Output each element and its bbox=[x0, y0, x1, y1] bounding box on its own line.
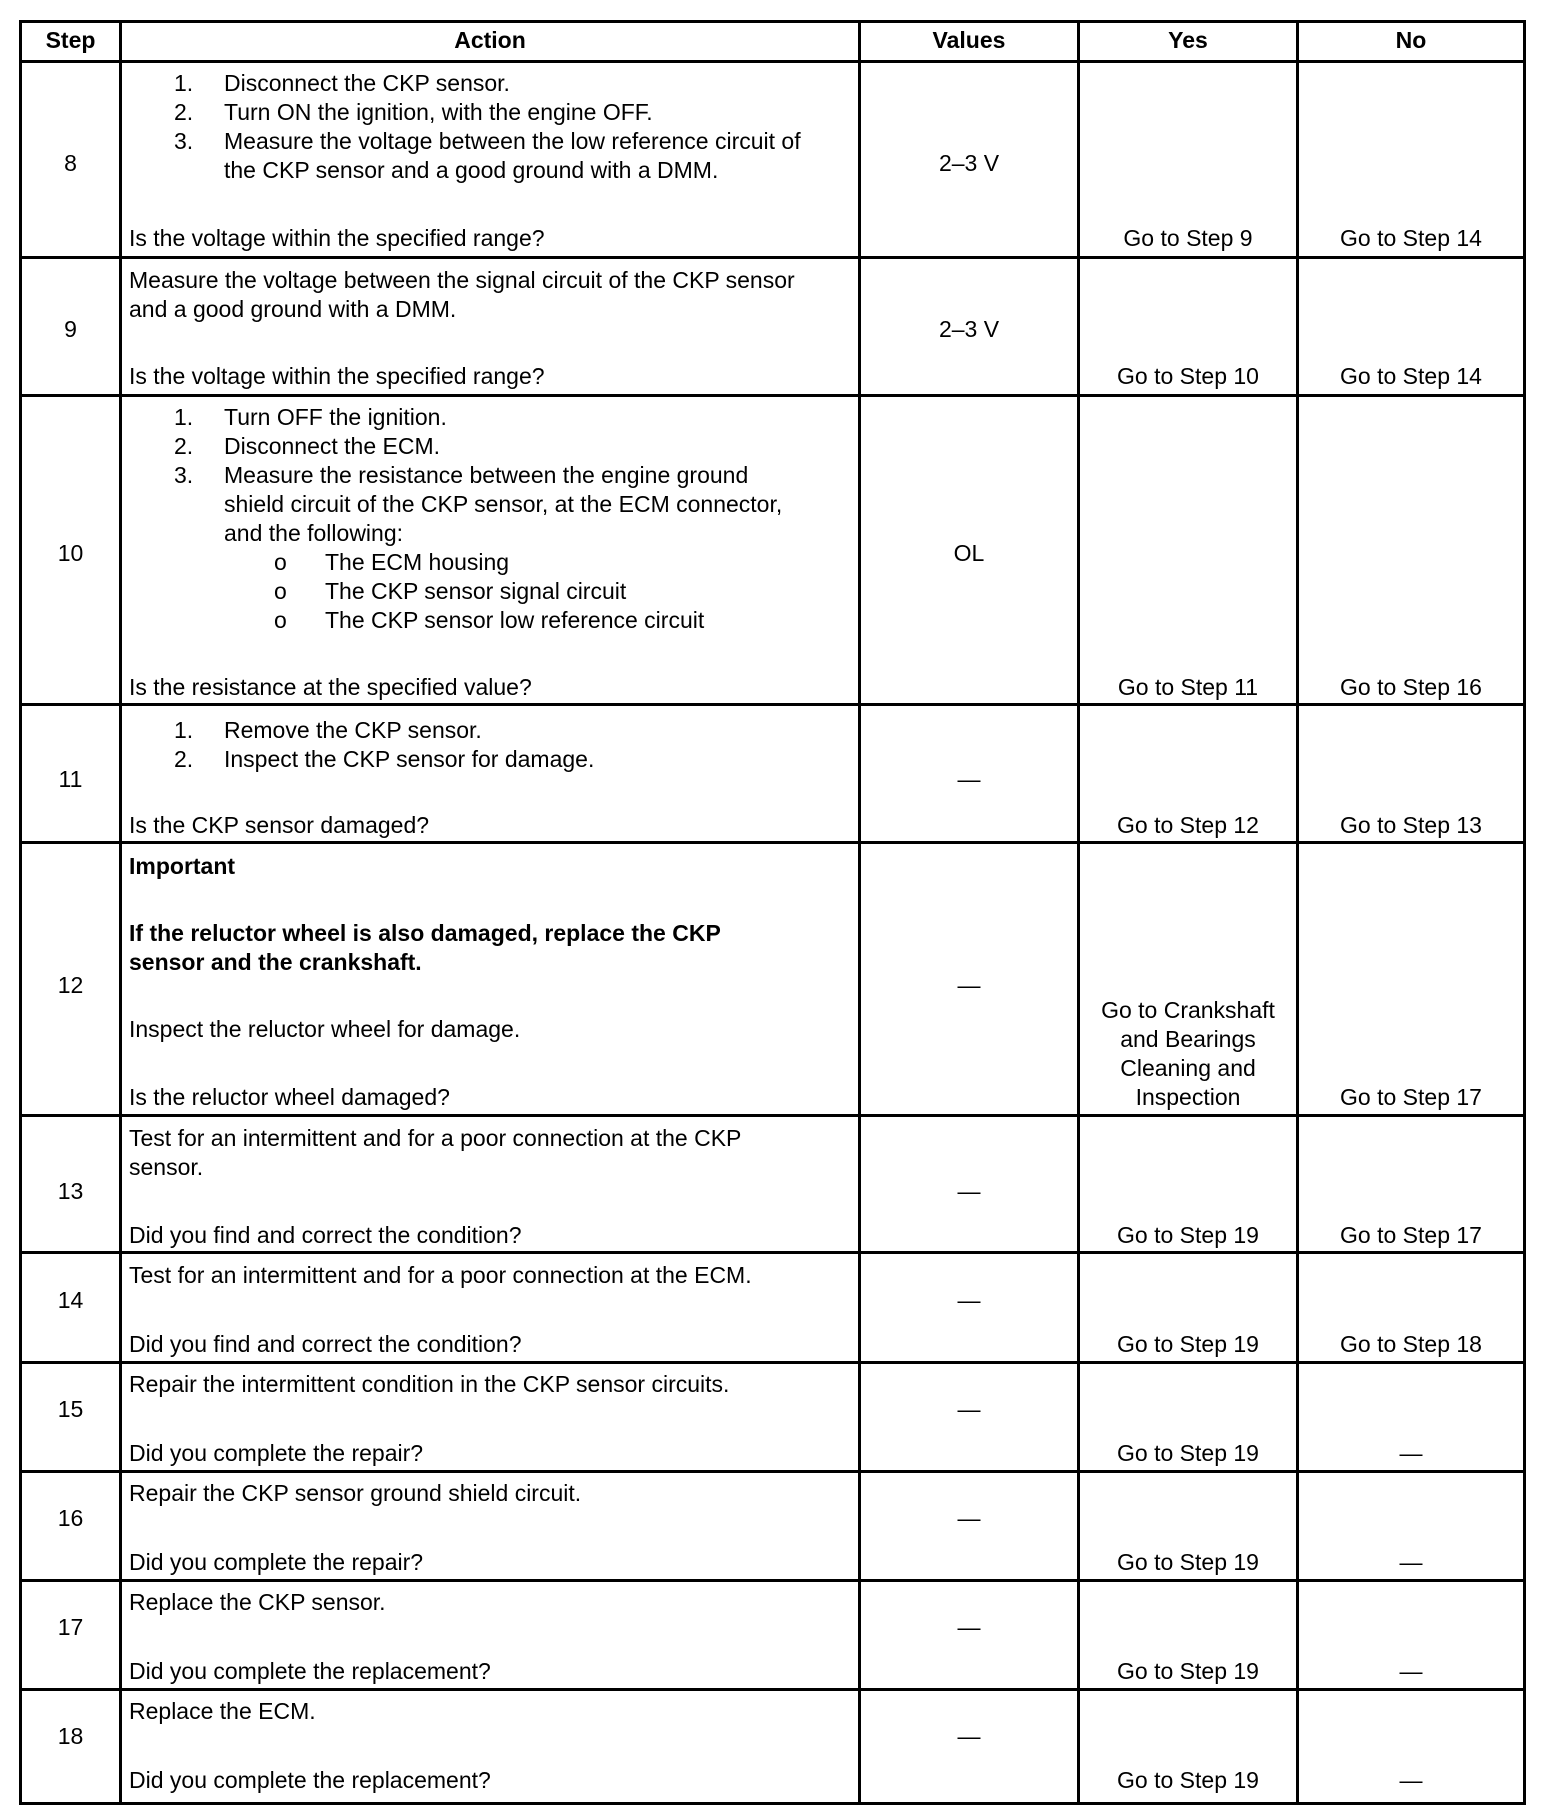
column-divider bbox=[119, 23, 122, 1802]
yes-cell: Go to Step 12 bbox=[1117, 812, 1259, 838]
important-note: If the reluctor wheel is also damaged, replace the CKP bbox=[129, 920, 721, 946]
yes-cell: Go to Step 9 bbox=[1123, 225, 1253, 251]
action-text: sensor. bbox=[129, 1154, 204, 1180]
yes-cell: Go to Step 19 bbox=[1117, 1658, 1259, 1684]
yes-cell: Go to Crankshaft bbox=[1101, 997, 1275, 1023]
question-text: Did you find and correct the condition? bbox=[129, 1222, 522, 1248]
header-action: Action bbox=[454, 27, 526, 53]
action-text: the CKP sensor and a good ground with a DMM. bbox=[224, 157, 719, 183]
important-title: Important bbox=[129, 853, 236, 879]
action-text: shield circuit of the CKP sensor, at the ECM connector, bbox=[224, 491, 783, 517]
step-number: 17 bbox=[57, 1614, 84, 1640]
row-divider bbox=[22, 394, 1523, 397]
action-text: Turn OFF the ignition. bbox=[224, 404, 447, 430]
value-cell: — bbox=[957, 766, 981, 792]
header-no: No bbox=[1395, 27, 1427, 53]
step-number: 15 bbox=[57, 1396, 84, 1422]
question-text: Did you complete the replacement? bbox=[129, 1658, 491, 1684]
value-cell: — bbox=[957, 1505, 981, 1531]
sub-item: The CKP sensor signal circuit bbox=[325, 578, 627, 604]
action-text: Replace the ECM. bbox=[129, 1698, 316, 1724]
step-number: 13 bbox=[57, 1178, 84, 1204]
yes-cell: Cleaning and bbox=[1120, 1055, 1256, 1081]
no-cell: Go to Step 13 bbox=[1340, 812, 1482, 838]
action-text: Inspect the CKP sensor for damage. bbox=[224, 746, 595, 772]
value-cell: — bbox=[957, 1396, 981, 1422]
yes-cell: Inspection bbox=[1135, 1084, 1241, 1110]
action-text: Test for an intermittent and for a poor connection at the CKP bbox=[129, 1125, 742, 1151]
no-cell: Go to Step 18 bbox=[1340, 1331, 1482, 1357]
value-cell: — bbox=[957, 972, 981, 998]
question-text: Is the CKP sensor damaged? bbox=[129, 812, 430, 838]
row-divider bbox=[22, 256, 1523, 259]
action-text: Measure the voltage between the signal circuit of the CKP sensor bbox=[129, 267, 795, 293]
step-number: 11 bbox=[58, 766, 83, 792]
action-text: Inspect the reluctor wheel for damage. bbox=[129, 1016, 521, 1042]
bullet-icon: o bbox=[274, 549, 287, 575]
action-text: Replace the CKP sensor. bbox=[129, 1589, 386, 1615]
no-cell: — bbox=[1399, 1767, 1423, 1793]
action-text: and the following: bbox=[224, 520, 404, 546]
sub-item: The ECM housing bbox=[325, 549, 510, 575]
action-text: Test for an intermittent and for a poor connection at the ECM. bbox=[129, 1262, 752, 1288]
column-divider bbox=[858, 23, 861, 1802]
diagnostic-table bbox=[19, 20, 1526, 1805]
header-yes: Yes bbox=[1168, 27, 1208, 53]
question-text: Did you find and correct the condition? bbox=[129, 1331, 522, 1357]
step-item-number: 1. bbox=[174, 404, 194, 430]
action-text: Remove the CKP sensor. bbox=[224, 717, 482, 743]
step-item-number: 1. bbox=[174, 717, 194, 743]
bullet-icon: o bbox=[274, 578, 287, 604]
no-cell: Go to Step 16 bbox=[1340, 674, 1482, 700]
step-number: 12 bbox=[57, 972, 84, 998]
row-divider bbox=[22, 1688, 1523, 1691]
step-number: 8 bbox=[64, 150, 77, 176]
question-text: Is the resistance at the specified value? bbox=[129, 674, 532, 700]
row-divider bbox=[22, 1251, 1523, 1254]
step-number: 18 bbox=[57, 1723, 84, 1749]
action-text: and a good ground with a DMM. bbox=[129, 296, 457, 322]
step-number: 9 bbox=[64, 316, 77, 342]
action-text: Disconnect the ECM. bbox=[224, 433, 441, 459]
no-cell: Go to Step 17 bbox=[1340, 1222, 1482, 1248]
action-text: Disconnect the CKP sensor. bbox=[224, 70, 510, 96]
step-item-number: 3. bbox=[174, 128, 194, 154]
value-cell: — bbox=[957, 1287, 981, 1313]
value-cell: — bbox=[957, 1723, 981, 1749]
yes-cell: Go to Step 19 bbox=[1117, 1222, 1259, 1248]
value-cell: — bbox=[957, 1178, 981, 1204]
step-item-number: 2. bbox=[174, 99, 194, 125]
no-cell: Go to Step 17 bbox=[1340, 1084, 1482, 1110]
header-values: Values bbox=[932, 27, 1006, 53]
no-cell: Go to Step 14 bbox=[1340, 363, 1482, 389]
row-divider bbox=[22, 841, 1523, 844]
row-divider bbox=[22, 1579, 1523, 1582]
row-divider bbox=[22, 60, 1523, 63]
question-text: Is the voltage within the specified range? bbox=[129, 363, 545, 389]
no-cell: Go to Step 14 bbox=[1340, 225, 1482, 251]
yes-cell: Go to Step 19 bbox=[1117, 1440, 1259, 1466]
bullet-icon: o bbox=[274, 607, 287, 633]
value-cell: OL bbox=[953, 540, 985, 566]
action-text: Repair the CKP sensor ground shield circuit. bbox=[129, 1480, 582, 1506]
step-number: 16 bbox=[57, 1505, 84, 1531]
yes-cell: Go to Step 19 bbox=[1117, 1549, 1259, 1575]
action-text: Measure the resistance between the engine ground bbox=[224, 462, 749, 488]
row-divider bbox=[22, 1470, 1523, 1473]
yes-cell: Go to Step 19 bbox=[1117, 1331, 1259, 1357]
action-text: Repair the intermittent condition in the CKP sensor circuits. bbox=[129, 1371, 730, 1397]
step-item-number: 3. bbox=[174, 462, 194, 488]
value-cell: — bbox=[957, 1614, 981, 1640]
yes-cell: Go to Step 10 bbox=[1117, 363, 1259, 389]
header-step: Step bbox=[45, 27, 96, 53]
step-item-number: 2. bbox=[174, 433, 194, 459]
question-text: Did you complete the repair? bbox=[129, 1440, 424, 1466]
question-text: Did you complete the replacement? bbox=[129, 1767, 491, 1793]
no-cell: — bbox=[1399, 1549, 1423, 1575]
yes-cell: and Bearings bbox=[1120, 1026, 1256, 1052]
no-cell: — bbox=[1399, 1440, 1423, 1466]
yes-cell: Go to Step 11 bbox=[1117, 674, 1259, 700]
step-number: 10 bbox=[57, 540, 84, 566]
action-text: Turn ON the ignition, with the engine OFF. bbox=[224, 99, 653, 125]
no-cell: — bbox=[1399, 1658, 1423, 1684]
sub-item: The CKP sensor low reference circuit bbox=[325, 607, 705, 633]
question-text: Is the voltage within the specified range? bbox=[129, 225, 545, 251]
column-divider bbox=[1077, 23, 1080, 1802]
question-text: Did you complete the repair? bbox=[129, 1549, 424, 1575]
step-number: 14 bbox=[57, 1287, 84, 1313]
row-divider bbox=[22, 1361, 1523, 1364]
question-text: Is the reluctor wheel damaged? bbox=[129, 1084, 450, 1110]
important-note: sensor and the crankshaft. bbox=[129, 949, 422, 975]
value-cell: 2–3 V bbox=[938, 316, 1000, 342]
row-divider bbox=[22, 703, 1523, 706]
step-item-number: 2. bbox=[174, 746, 194, 772]
action-text: Measure the voltage between the low reference circuit of bbox=[224, 128, 801, 154]
column-divider bbox=[1296, 23, 1299, 1802]
value-cell: 2–3 V bbox=[938, 150, 1000, 176]
row-divider bbox=[22, 1114, 1523, 1117]
step-item-number: 1. bbox=[174, 70, 194, 96]
yes-cell: Go to Step 19 bbox=[1117, 1767, 1259, 1793]
